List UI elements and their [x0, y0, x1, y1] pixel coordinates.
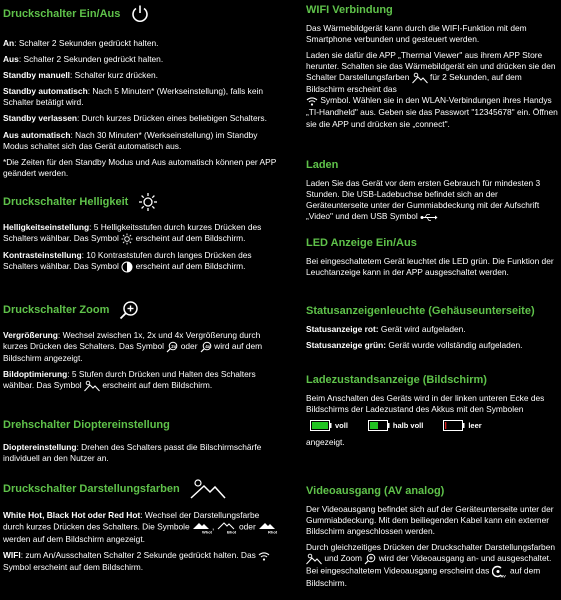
zoom-heading — [3, 300, 281, 320]
brightness-heading — [3, 192, 281, 212]
video-title: Videoausgang (AV analog) — [306, 485, 445, 497]
wifi-title: WIFI Verbindung — [306, 4, 393, 16]
standby-auto: Standby automatisch: Nach 5 Minuten* (Werkseinstellung), falls kein Schalter betätigt wird. — [3, 86, 264, 108]
red-hot-icon — [258, 521, 278, 534]
standby-leave: Standby verlassen: Durch kurzes Drücken eines beliebigen Schalters. — [3, 113, 267, 124]
power-title: Druckschalter Ein/Aus — [3, 8, 121, 20]
section-power — [3, 0, 281, 184]
led-heading — [306, 236, 558, 250]
section-brightness — [3, 192, 281, 278]
zoom-2x-icon — [166, 341, 178, 353]
power-on: An: Schalter 2 Sekunden gedrückt halten. — [3, 38, 159, 48]
display-colors-icon — [306, 553, 322, 565]
standby-manual: Standby manuell: Schalter kurz drücken. — [3, 70, 158, 81]
svg-text:4x: 4x — [205, 343, 211, 349]
display-heading — [3, 478, 281, 500]
white-hot-icon — [192, 521, 212, 534]
power-heading — [3, 4, 281, 24]
zoom-icon — [364, 553, 376, 565]
brightness-icon — [138, 192, 158, 212]
contrast-icon — [121, 261, 133, 273]
zoom-icon — [119, 300, 139, 320]
battery-title: Ladezustandsanzeige (Bildschirm) — [306, 374, 487, 386]
battery-half: halb voll — [368, 420, 423, 431]
wifi-icon — [258, 550, 270, 562]
brightness-title: Druckschalter Helligkeit — [3, 196, 129, 208]
wifi-icon — [306, 95, 318, 107]
battery-p2: angezeigt. — [306, 437, 345, 448]
section-display — [3, 478, 281, 578]
battery-half-icon — [368, 420, 390, 431]
video-p1: Der Videoausgang befindet sich auf der Geräteunterseite unter der Gummiabdeckung. Mit dem beiliegenden Kabel kann ein externer Bildschirm angeschlossen werden. — [306, 504, 554, 537]
led-p1: Bei eingeschaltetem Gerät leuchtet die LED grün. Die Funktion der Leuchtanzeige kann in der APP ausgeschaltet werden. — [306, 256, 554, 278]
auto-off: Aus automatisch: Nach 30 Minuten* (Werkseinstellung) im Standby Modus schaltet sich das Gerät automatisch aus. — [3, 129, 258, 151]
section-zoom — [3, 300, 281, 397]
section-led — [306, 236, 558, 283]
charge-title: Laden — [306, 159, 339, 171]
section-charge — [306, 158, 558, 227]
battery-legend — [310, 420, 558, 431]
svg-text:Bhot: Bhot — [226, 529, 236, 535]
power-off: Aus: Schalter 2 Sekunden gedrückt halten. — [3, 54, 164, 65]
svg-text:2x: 2x — [171, 343, 177, 349]
diopter-setting: Dioptereinstellung: Drehen des Schalters passt die Bilschirmschärfe individuell an den Nutzer an. — [3, 442, 262, 464]
image-optimization: Bildoptimierung: 5 Stufen durch Drücken und Halten des Schalters wählbar. Das Symbol erscheint auf dem Bildschirm. — [3, 369, 256, 391]
status-red: Statusanzeige rot: Gerät wird aufgeladen. — [306, 324, 466, 334]
wifi-p1: Das Wärmebildgerät kann durch die WIFI-Funktion mit dem Smartphone verbunden und gesteuert werden. — [306, 23, 527, 45]
color-modes: White Hot, Black Hot oder Red Hot: Wechsel der Darstellungsfarbe durch kurzes Drücken des Schalters. Die Symbole Whot , Bhot oder Rhot werden auf dem Bildschirm angezeigt. — [3, 510, 278, 545]
mountain-icon — [190, 478, 226, 500]
display-colors-icon — [412, 72, 428, 84]
battery-full: voll — [310, 420, 348, 431]
zoom-4x-icon — [200, 341, 212, 353]
battery-empty: leer — [443, 420, 481, 431]
video-p2: Durch gleichzeitiges Drücken der Druckschalter Darstellungsfarben und Zoom wird der Videoausgang an- und ausgeschaltet. Bei eingeschaltetem Videoausgang erscheint das AV auf dem Bildschirm. — [306, 542, 556, 589]
battery-heading — [306, 373, 558, 387]
led-title: LED Anzeige Ein/Aus — [306, 237, 417, 249]
status-heading — [306, 304, 558, 318]
sun-icon — [121, 233, 133, 245]
section-diopter — [3, 418, 281, 469]
power-note: *Die Zeiten für den Standby Modus und Aus automatisch können per APP geändert werden. — [3, 156, 277, 178]
wifi-toggle: WIFI: zum An/Ausschalten Schalter 2 Sekunde gedrückt halten. Das Symbol erscheint auf dem Bildschirm. — [3, 550, 281, 573]
zoom-setting: Vergrößerung: Wechsel zwischen 1x, 2x und 4x Vergrößerung durch kurzes Drücken des Schalters. Das Symbol 2x oder 4x wird auf dem Bildschirm angezeigt. — [3, 330, 263, 364]
svg-text:Whot: Whot — [201, 529, 212, 535]
section-wifi — [306, 3, 558, 135]
usb-icon — [420, 213, 438, 222]
section-status — [306, 304, 558, 356]
power-icon — [130, 4, 150, 24]
brightness-setting: Helligkeitseinstellung: 5 Helligkeitsstufen durch kurzes Drücken des Schalters wählbar. Das Symbol erscheint auf dem Bildschirm. — [3, 222, 262, 244]
status-title: Statusanzeigenleuchte (Gehäuseunterseite) — [306, 305, 535, 317]
svg-text:Rhot: Rhot — [268, 529, 278, 535]
diopter-title: Drehschalter Dioptereinstellung — [3, 419, 170, 431]
wifi-p2: Laden sie dafür die APP „Thermal Viewer" aus ihrem APP Store herunter. Schalten sie das Wärmebildgerät ein und drücken sie den Schalter Darstellungsfarben für 2 Sekunden, auf dem Bildschirm erscheint das Symbol. Wählen sie in den WLAN-Verbindungen ihres Handys „TI-Handheld" aus. Geben sie das Passwort "12345678" ein. Öffnen sie die APP und drücken sie „connect". — [306, 50, 558, 129]
section-battery — [306, 373, 558, 453]
diopter-heading — [3, 418, 281, 432]
status-green: Statusanzeige grün: Gerät wurde vollständig aufgeladen. — [306, 340, 523, 351]
av-output-icon — [492, 565, 508, 578]
charge-p1: Laden Sie das Gerät vor dem ersten Gebrauch für mindesten 3 Stunden. Die USB-Ladebuchse befindet sich an der Geräteunterseite unter der Gummiabdeckung mit der Aufschrift „Video" und dem USB Symbol — [306, 178, 541, 222]
mountain-sun-icon — [84, 380, 100, 392]
svg-text:AV: AV — [500, 573, 506, 579]
video-heading — [306, 484, 558, 498]
battery-full-icon — [310, 420, 332, 431]
display-title: Druckschalter Darstellungsfarben — [3, 483, 180, 495]
charge-heading — [306, 158, 558, 172]
wifi-heading — [306, 3, 558, 17]
battery-p1: Beim Anschalten des Geräts wird in der linken unteren Ecke des Bildschirms der Ladezustand des Akkus mit den Symbolen — [306, 393, 545, 415]
zoom-title: Druckschalter Zoom — [3, 304, 110, 316]
section-video — [306, 484, 558, 594]
contrast-setting: Kontrasteinstellung: 10 Kontraststufen durch langes Drücken des Schalters wählbar. Das Symbol erscheint auf dem Bildschirm. — [3, 250, 252, 272]
battery-empty-icon — [443, 420, 465, 431]
black-hot-icon — [217, 521, 237, 534]
